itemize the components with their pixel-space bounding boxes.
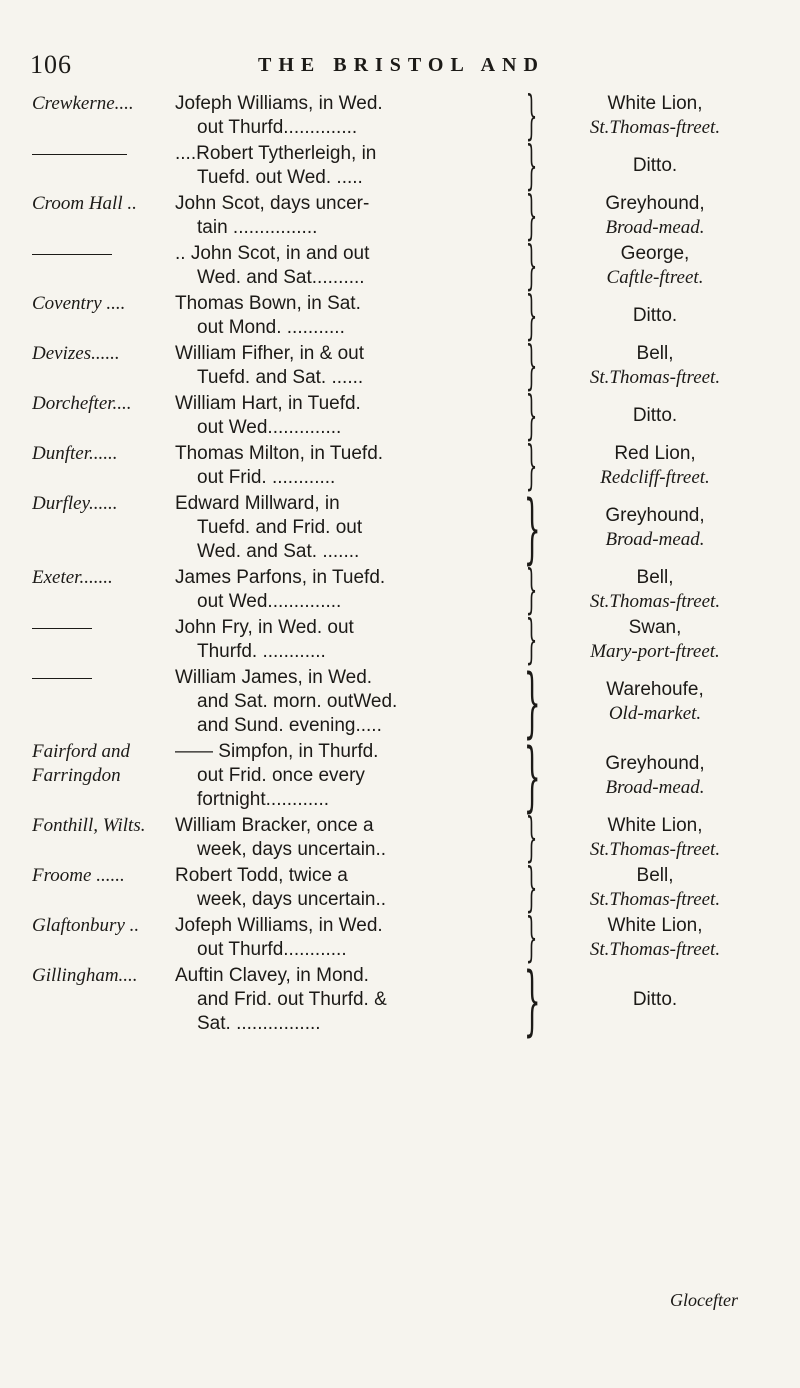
- carrier-line: Auftin Clavey, in Mond.: [175, 965, 369, 986]
- carrier-line: Edward Millward, in: [175, 493, 340, 514]
- brace-mark: }: [526, 808, 538, 868]
- inn-name: Ditto.: [632, 989, 678, 1010]
- inn-location: [545, 616, 765, 664]
- place-label: Coventry ....: [32, 293, 126, 314]
- carrier-line: Sat. ................: [197, 1013, 321, 1034]
- brace-mark: }: [523, 955, 541, 1044]
- carrier-line: William Bracker, once a: [175, 815, 374, 836]
- brace-mark: }: [526, 336, 538, 396]
- carrier-details: [175, 242, 519, 290]
- carrier-details: [175, 92, 519, 140]
- inn-name: Ditto.: [632, 305, 678, 326]
- carrier-entry: [32, 286, 772, 346]
- place-name: [32, 914, 175, 962]
- carrier-entry: [32, 808, 772, 868]
- carrier-entry: [32, 386, 772, 446]
- carrier-line: week, days uncertain..: [197, 889, 387, 910]
- carrier-line: William Fifher, in & out: [175, 343, 364, 364]
- carrier-entry: [32, 908, 772, 968]
- inn-name: Red Lion,: [614, 443, 696, 464]
- carrier-line: fortnight............: [197, 789, 329, 810]
- brace-mark: }: [526, 560, 538, 620]
- ditto-dash: [32, 678, 92, 680]
- inn-name: Greyhound,: [605, 505, 705, 526]
- carrier-entry: [32, 186, 772, 246]
- brace-mark: }: [526, 186, 538, 246]
- place-label: Fonthill, Wilts.: [32, 815, 146, 836]
- place-name: [32, 492, 175, 564]
- carrier-line: out Mond. ...........: [197, 317, 345, 338]
- place-name: [32, 964, 175, 1036]
- inn-name: Bell,: [636, 343, 674, 364]
- carrier-line: Jofeph Williams, in Wed.: [175, 915, 383, 936]
- carrier-line: out Thurfd..............: [197, 117, 358, 138]
- carrier-details: [175, 342, 519, 390]
- inn-name: Bell,: [636, 865, 674, 886]
- carrier-details: [175, 864, 519, 912]
- page-header: [30, 50, 790, 84]
- place-label: Exeter.......: [32, 567, 113, 588]
- inn-location: [545, 142, 765, 190]
- place-name: [32, 342, 175, 390]
- carrier-details: [175, 964, 519, 1036]
- place-name: [32, 814, 175, 862]
- place-label-secondary: Farringdon: [32, 765, 121, 786]
- inn-street: St.Thomas-ftreet.: [589, 117, 721, 138]
- carrier-details: [175, 192, 519, 240]
- inn-street: St.Thomas-ftreet.: [589, 367, 721, 388]
- inn-name: Bell,: [636, 567, 674, 588]
- page-number: 106: [30, 50, 72, 79]
- carrier-line: out Frid. once every: [197, 765, 365, 786]
- inn-street: St.Thomas-ftreet.: [589, 591, 721, 612]
- place-name: [32, 242, 175, 290]
- carrier-line: Thurfd. ............: [197, 641, 326, 662]
- place-name: [32, 442, 175, 490]
- inn-street: Caftle-ftreet.: [606, 267, 704, 288]
- place-label: Gillingham....: [32, 965, 138, 986]
- brace-mark: }: [526, 386, 538, 446]
- inn-name: Warehoufe,: [606, 679, 704, 700]
- carrier-entry: [32, 136, 772, 196]
- inn-location: [545, 292, 765, 340]
- inn-name: George,: [620, 243, 690, 264]
- carrier-entry: [32, 955, 772, 1044]
- running-head: THE BRISTOL AND: [258, 54, 545, 76]
- carrier-entry: [32, 657, 772, 746]
- carrier-line: and Frid. out Thurfd. &: [197, 989, 387, 1010]
- inn-location: [545, 92, 765, 140]
- carrier-line: out Frid. ............: [197, 467, 336, 488]
- inn-street: St.Thomas-ftreet.: [589, 839, 721, 860]
- ditto-dash: [32, 254, 112, 256]
- place-name: [32, 666, 175, 738]
- inn-name: Greyhound,: [605, 753, 705, 774]
- carrier-details: [175, 492, 519, 564]
- carrier-line: week, days uncertain..: [197, 839, 387, 860]
- carrier-line: Tuefd. and Sat. ......: [197, 367, 364, 388]
- carrier-line: tain ................: [197, 217, 318, 238]
- inn-location: [545, 392, 765, 440]
- inn-name: Greyhound,: [605, 193, 705, 214]
- carrier-entry: [32, 483, 772, 572]
- carrier-entry: [32, 731, 772, 820]
- inn-name: White Lion,: [607, 93, 703, 114]
- inn-name: Swan,: [628, 617, 682, 638]
- carrier-line: ....Robert Tytherleigh, in: [175, 143, 377, 164]
- place-name: [32, 616, 175, 664]
- inn-location: [545, 740, 765, 812]
- inn-street: Broad-mead.: [605, 217, 705, 238]
- inn-location: [545, 864, 765, 912]
- inn-name: White Lion,: [607, 815, 703, 836]
- carrier-line: .. John Scot, in and out: [175, 243, 370, 264]
- brace-mark: }: [526, 610, 538, 670]
- carrier-line: out Wed..............: [197, 417, 342, 438]
- inn-location: [545, 566, 765, 614]
- inn-location: [545, 492, 765, 564]
- place-label: Dunfter......: [32, 443, 118, 464]
- place-label: Crewkerne....: [32, 93, 134, 114]
- place-name: [32, 392, 175, 440]
- ditto-dash: [32, 628, 92, 630]
- carrier-line: Tuefd. out Wed. .....: [197, 167, 363, 188]
- carrier-line: James Parfons, in Tuefd.: [175, 567, 386, 588]
- carrier-line: William James, in Wed.: [175, 667, 373, 688]
- place-label: Devizes......: [32, 343, 120, 364]
- carrier-line: Tuefd. and Frid. out: [197, 517, 363, 538]
- inn-street: Old-market.: [608, 703, 702, 724]
- inn-location: [545, 192, 765, 240]
- inn-street: St.Thomas-ftreet.: [589, 889, 721, 910]
- carrier-list: [32, 86, 772, 1044]
- carrier-line: Jofeph Williams, in Wed.: [175, 93, 383, 114]
- place-name: [32, 292, 175, 340]
- brace-mark: }: [526, 858, 538, 918]
- inn-location: [545, 814, 765, 862]
- carrier-details: [175, 914, 519, 962]
- carrier-line: out Thurfd............: [197, 939, 347, 960]
- carrier-line: out Wed..............: [197, 591, 342, 612]
- inn-name: Ditto.: [632, 405, 678, 426]
- inn-street: Redcliff-ftreet.: [600, 467, 710, 488]
- carrier-entry: [32, 610, 772, 670]
- carrier-line: Wed. and Sat. .......: [197, 541, 360, 562]
- brace-mark: }: [526, 236, 538, 296]
- brace-mark: }: [526, 286, 538, 346]
- place-name: [32, 566, 175, 614]
- carrier-entry: [32, 236, 772, 296]
- place-name: [32, 192, 175, 240]
- carrier-details: [175, 616, 519, 664]
- inn-street: Mary-port-ftreet.: [590, 641, 720, 662]
- brace-mark: }: [526, 136, 538, 196]
- inn-street: Broad-mead.: [605, 777, 705, 798]
- carrier-line: John Fry, in Wed. out: [175, 617, 354, 638]
- inn-name: White Lion,: [607, 915, 703, 936]
- brace-mark: }: [526, 86, 538, 146]
- place-label: Glaftonbury ..: [32, 915, 140, 936]
- place-name: [32, 142, 175, 190]
- inn-street: St.Thomas-ftreet.: [589, 939, 721, 960]
- carrier-details: [175, 392, 519, 440]
- inn-location: [545, 666, 765, 738]
- carrier-details: [175, 566, 519, 614]
- inn-location: [545, 442, 765, 490]
- place-label: Froome ......: [32, 865, 125, 886]
- inn-location: [545, 342, 765, 390]
- catchword: Glocefter: [670, 1290, 738, 1310]
- carrier-line: —— Simpfon, in Thurfd.: [175, 741, 379, 762]
- place-name: [32, 92, 175, 140]
- brace-mark: }: [523, 731, 541, 820]
- carrier-details: [175, 666, 519, 738]
- inn-location: [545, 242, 765, 290]
- carrier-entry: [32, 336, 772, 396]
- brace-mark: }: [526, 908, 538, 968]
- place-label: Durfley......: [32, 493, 118, 514]
- carrier-line: William Hart, in Tuefd.: [175, 393, 361, 414]
- ditto-dash: [32, 154, 127, 156]
- carrier-line: Thomas Milton, in Tuefd.: [175, 443, 384, 464]
- place-label: Fairford and: [32, 741, 130, 762]
- carrier-details: [175, 814, 519, 862]
- carrier-line: and Sund. evening.....: [197, 715, 382, 736]
- brace-mark: }: [526, 436, 538, 496]
- carrier-entry: [32, 560, 772, 620]
- brace-mark: }: [523, 483, 541, 572]
- carrier-details: [175, 142, 519, 190]
- carrier-line: Wed. and Sat..........: [197, 267, 365, 288]
- carrier-line: John Scot, days uncer-: [175, 193, 370, 214]
- carrier-entry: [32, 86, 772, 146]
- carrier-details: [175, 740, 519, 812]
- carrier-line: Robert Todd, twice a: [175, 865, 348, 886]
- carrier-entry: [32, 436, 772, 496]
- place-name: [32, 864, 175, 912]
- place-label: Dorchefter....: [32, 393, 132, 414]
- inn-name: Ditto.: [632, 155, 678, 176]
- carrier-details: [175, 292, 519, 340]
- carrier-details: [175, 442, 519, 490]
- inn-location: [545, 914, 765, 962]
- place-label: Croom Hall ..: [32, 193, 137, 214]
- inn-street: Broad-mead.: [605, 529, 705, 550]
- carrier-entry: [32, 858, 772, 918]
- carrier-line: and Sat. morn. outWed.: [197, 691, 398, 712]
- carrier-line: Thomas Bown, in Sat.: [175, 293, 361, 314]
- inn-location: [545, 964, 765, 1036]
- place-name: [32, 740, 175, 812]
- brace-mark: }: [523, 657, 541, 746]
